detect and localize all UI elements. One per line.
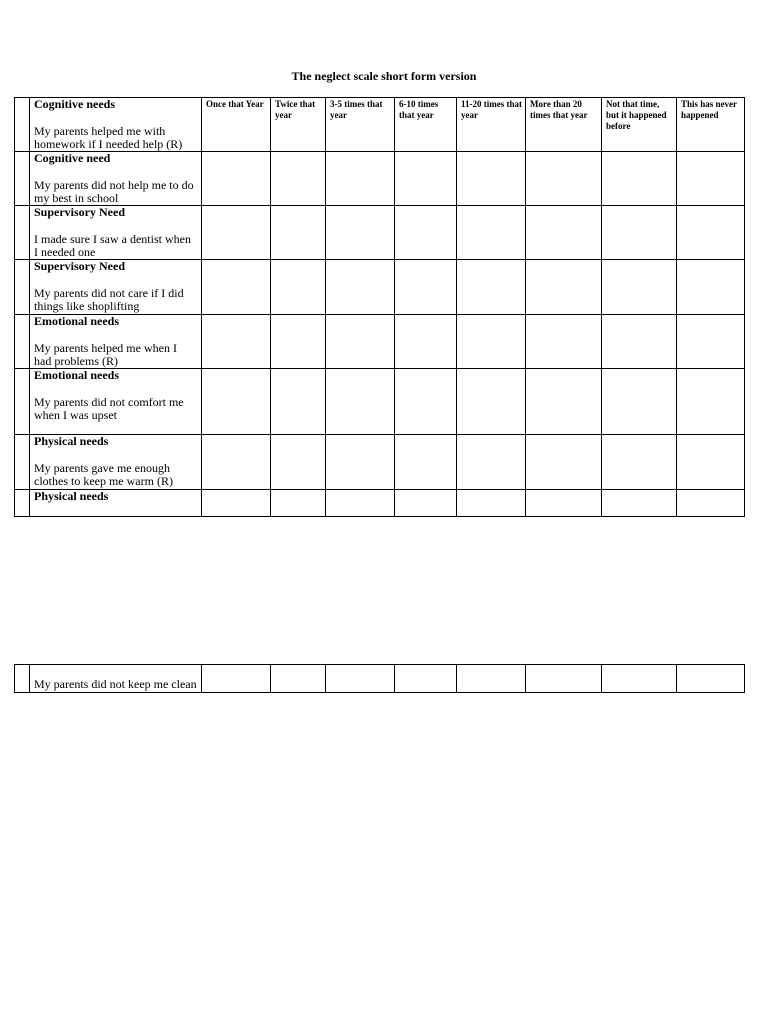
table-row <box>15 206 745 260</box>
response-cell[interactable] <box>326 369 395 435</box>
table-row <box>15 260 745 315</box>
row-marker-cell <box>15 435 30 490</box>
response-cell[interactable] <box>602 490 677 517</box>
response-cell[interactable] <box>526 665 602 693</box>
response-cell[interactable] <box>677 206 745 260</box>
item-cell <box>30 369 202 435</box>
category-label: Emotional needs <box>34 368 120 382</box>
column-header: This has never happened <box>677 98 745 152</box>
item-statement: My parents did not care if I did things like shoplifting <box>34 286 184 313</box>
table-row <box>15 315 745 369</box>
response-cell[interactable] <box>202 206 271 260</box>
response-cell[interactable] <box>202 152 271 206</box>
response-cell[interactable] <box>602 665 677 693</box>
response-cell[interactable] <box>202 369 271 435</box>
response-cell[interactable] <box>271 490 326 517</box>
response-cell[interactable] <box>271 665 326 693</box>
row-marker-cell <box>15 665 30 693</box>
neglect-scale-table-continued <box>14 664 745 693</box>
response-cell[interactable] <box>326 490 395 517</box>
item-statement: My parents did not help me to do my best in school <box>34 178 194 205</box>
category-label: Supervisory Need <box>34 205 125 219</box>
row-marker-cell <box>15 260 30 315</box>
response-cell[interactable] <box>202 435 271 490</box>
response-cell[interactable] <box>526 152 602 206</box>
response-cell[interactable] <box>271 369 326 435</box>
category-label: Emotional needs <box>34 314 120 328</box>
response-cell[interactable] <box>395 490 457 517</box>
category-label: Supervisory Need <box>34 259 125 273</box>
response-cell[interactable] <box>271 315 326 369</box>
response-cell[interactable] <box>602 435 677 490</box>
column-header: Twice that year <box>271 98 326 152</box>
response-cell[interactable] <box>677 369 745 435</box>
response-cell[interactable] <box>526 369 602 435</box>
item-statement: My parents did not comfort me when I was upset <box>34 395 184 422</box>
response-cell[interactable] <box>457 315 526 369</box>
column-header: 6-10 times that year <box>395 98 457 152</box>
response-cell[interactable] <box>677 665 745 693</box>
item-statement: My parents helped me with homework if I needed help (R) <box>34 124 183 151</box>
item-cell <box>30 206 202 260</box>
response-cell[interactable] <box>677 260 745 315</box>
response-cell[interactable] <box>326 152 395 206</box>
response-cell[interactable] <box>326 206 395 260</box>
response-cell[interactable] <box>202 315 271 369</box>
neglect-scale-table <box>14 97 745 517</box>
column-header: 3-5 times that year <box>326 98 395 152</box>
category-label: Cognitive need <box>34 151 111 165</box>
row-marker-cell <box>15 315 30 369</box>
response-cell[interactable] <box>677 490 745 517</box>
response-cell[interactable] <box>395 435 457 490</box>
response-cell[interactable] <box>271 152 326 206</box>
item-cell <box>30 490 202 517</box>
response-cell[interactable] <box>326 260 395 315</box>
response-cell[interactable] <box>602 152 677 206</box>
response-cell[interactable] <box>202 665 271 693</box>
response-cell[interactable] <box>395 152 457 206</box>
response-cell[interactable] <box>457 260 526 315</box>
response-cell[interactable] <box>395 665 457 693</box>
table-row <box>15 369 745 435</box>
column-header: Once that Year <box>202 98 271 152</box>
response-cell[interactable] <box>395 369 457 435</box>
response-cell[interactable] <box>395 315 457 369</box>
response-cell[interactable] <box>395 260 457 315</box>
response-cell[interactable] <box>526 315 602 369</box>
item-statement: My parents did not keep me clean <box>34 677 197 691</box>
response-cell[interactable] <box>526 490 602 517</box>
response-cell[interactable] <box>457 665 526 693</box>
item-statement: My parents helped me when I had problems (R) <box>34 341 177 368</box>
response-cell[interactable] <box>457 490 526 517</box>
response-cell[interactable] <box>677 152 745 206</box>
response-cell[interactable] <box>526 206 602 260</box>
response-cell[interactable] <box>602 315 677 369</box>
response-cell[interactable] <box>271 206 326 260</box>
document-title: The neglect scale short form version <box>291 69 477 83</box>
response-cell[interactable] <box>202 260 271 315</box>
response-cell[interactable] <box>271 260 326 315</box>
response-cell[interactable] <box>677 435 745 490</box>
response-cell[interactable] <box>326 665 395 693</box>
item-cell <box>30 315 202 369</box>
response-cell[interactable] <box>602 260 677 315</box>
table-row <box>15 98 745 152</box>
table-row <box>15 435 745 490</box>
category-label: Physical needs <box>34 489 109 503</box>
row-marker-cell <box>15 490 30 517</box>
response-cell[interactable] <box>326 315 395 369</box>
row-marker-cell <box>15 152 30 206</box>
column-header: More than 20 times that year <box>526 98 602 152</box>
column-header: 11-20 times that year <box>457 98 526 152</box>
response-cell[interactable] <box>326 435 395 490</box>
response-cell[interactable] <box>526 435 602 490</box>
item-cell <box>30 260 202 315</box>
category-label: Physical needs <box>34 434 109 448</box>
response-cell[interactable] <box>602 206 677 260</box>
row-marker-cell <box>15 98 30 152</box>
response-cell[interactable] <box>202 490 271 517</box>
response-cell[interactable] <box>457 435 526 490</box>
response-cell[interactable] <box>457 206 526 260</box>
item-statement: I made sure I saw a dentist when I needed one <box>34 232 191 259</box>
item-cell <box>30 98 202 152</box>
response-cell[interactable] <box>395 206 457 260</box>
response-cell[interactable] <box>271 435 326 490</box>
response-cell[interactable] <box>677 315 745 369</box>
item-statement: My parents gave me enough clothes to keep me warm (R) <box>34 461 173 488</box>
response-cell[interactable] <box>526 260 602 315</box>
response-cell[interactable] <box>457 369 526 435</box>
row-marker-cell <box>15 369 30 435</box>
item-cell <box>30 435 202 490</box>
table-row <box>15 665 745 693</box>
column-header: Not that time, but it happened before <box>602 98 677 152</box>
category-label: Cognitive needs <box>34 97 115 111</box>
item-cell <box>30 665 202 693</box>
response-cell[interactable] <box>457 152 526 206</box>
item-cell <box>30 152 202 206</box>
row-marker-cell <box>15 206 30 260</box>
response-cell[interactable] <box>602 369 677 435</box>
table-row <box>15 152 745 206</box>
table-row <box>15 490 745 517</box>
